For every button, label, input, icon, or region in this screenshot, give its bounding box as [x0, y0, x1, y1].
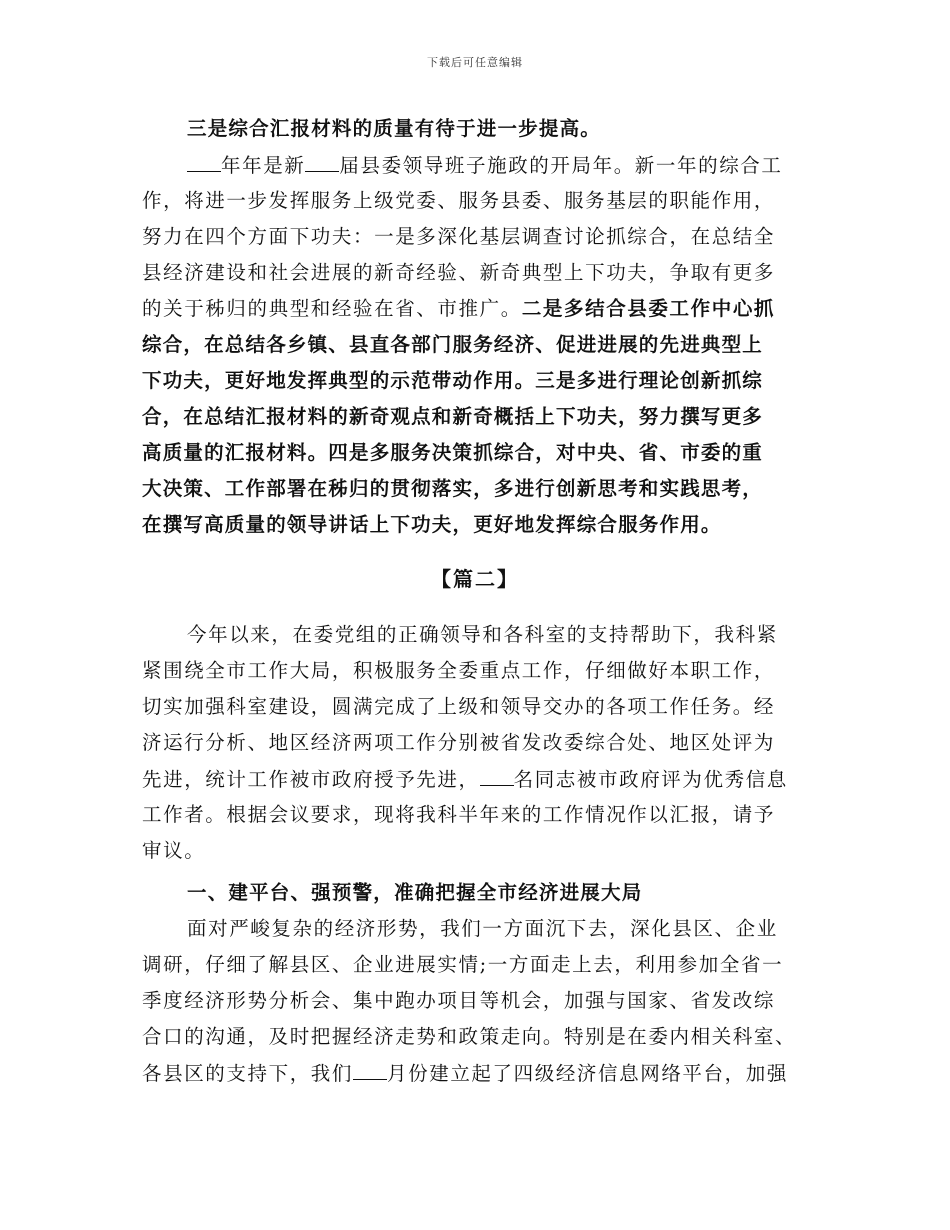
bold-text-run: 二是多结合县委工作中心抓 — [521, 297, 776, 320]
paragraph-line: 工作者。根据会议要求，现将我科半年来的工作情况作以汇报，请予 — [142, 803, 776, 826]
blank-underline — [480, 767, 514, 786]
text-run: 月份建立起了四级经济信息网络平台，加强 — [387, 1062, 788, 1085]
paragraph-line: 合，在总结汇报材料的新奇观点和新奇概括上下功夫，努力撰写更多 — [142, 405, 764, 428]
paragraph-line: 努力在四个方面下功夫：一是多深化基层调查讨论抓综合，在总结全 — [142, 225, 776, 248]
paragraph-line: 面对严峻复杂的经济形势，我们一方面沉下去，深化县区、企业 — [187, 917, 778, 940]
paragraph-line: 切实加强科室建设，圆满完成了上级和领导交办的各项工作任务。经 — [142, 695, 776, 718]
paragraph-line: 合口的沟通，及时把握经济走势和政策走向。特别是在委内相关科室、 — [142, 1025, 797, 1048]
paragraph-line: 今年以来，在委党组的正确领导和各科室的支持帮助下，我科紧 — [187, 623, 778, 646]
text-run: 年年是新 — [221, 154, 306, 177]
section-heading: 一、建平台、强预警，准确把握全市经济进展大局 — [187, 881, 643, 904]
paragraph-line: 调研，仔细了解县区、企业进展实情;一方面走上去，利用参加全省一 — [142, 953, 784, 976]
blank-underline — [353, 1061, 387, 1080]
paragraph-line: 综合，在总结各乡镇、县直各部门服务经济、促进进展的先进典型上 — [142, 333, 764, 356]
text-run: 届县委领导班子施政的开局年。新一年的综合工 — [339, 154, 783, 177]
section-heading: 三是综合汇报材料的质量有待于进一步提高。 — [187, 117, 602, 140]
paragraph-line: 在撰写高质量的领导讲话上下功夫，更好地发挥综合服务作用。 — [142, 513, 722, 536]
paragraph-line: 大决策、工作部署在秭归的贯彻落实，多进行创新思考和实践思考， — [142, 477, 764, 500]
paragraph-line — [142, 297, 822, 321]
header-note: 下载后可任意编辑 — [427, 56, 523, 69]
paragraph-line: 高质量的汇报材料。四是多服务决策抓综合，对中央、省、市委的重 — [142, 441, 764, 464]
blank-underline — [187, 153, 221, 172]
part-title: 【篇二】 — [431, 567, 519, 591]
text-run: 名同志被市政府评为优秀信息 — [513, 768, 788, 791]
paragraph-line — [187, 153, 822, 178]
paragraph-line — [142, 767, 822, 792]
paragraph-line: 济运行分析、地区经济两项工作分别被省发改委综合处、地区处评为 — [142, 731, 776, 754]
paragraph-line — [142, 1061, 822, 1086]
paragraph-line: 季度经济形势分析会、集中跑办项目等机会，加强与国家、省发改综 — [142, 989, 776, 1012]
text-run: 的关于秭归的典型和经验在省、市推广。 — [142, 297, 522, 320]
blank-underline — [305, 153, 339, 172]
paragraph-line: 作，将进一步发挥服务上级党委、服务县委、服务基层的职能作用， — [142, 189, 776, 212]
text-run: 先进，统计工作被市政府授予先进， — [142, 768, 480, 791]
paragraph-line: 紧围绕全市工作大局，积极服务全委重点工作，仔细做好本职工作， — [142, 659, 776, 682]
text-run: 各县区的支持下，我们 — [142, 1062, 354, 1085]
paragraph-line: 审议。 — [142, 839, 206, 862]
paragraph-line: 县经济建设和社会进展的新奇经验、新奇典型上下功夫，争取有更多 — [142, 261, 776, 284]
paragraph-line: 下功夫，更好地发挥典型的示范带动作用。三是多进行理论创新抓综 — [142, 369, 764, 392]
